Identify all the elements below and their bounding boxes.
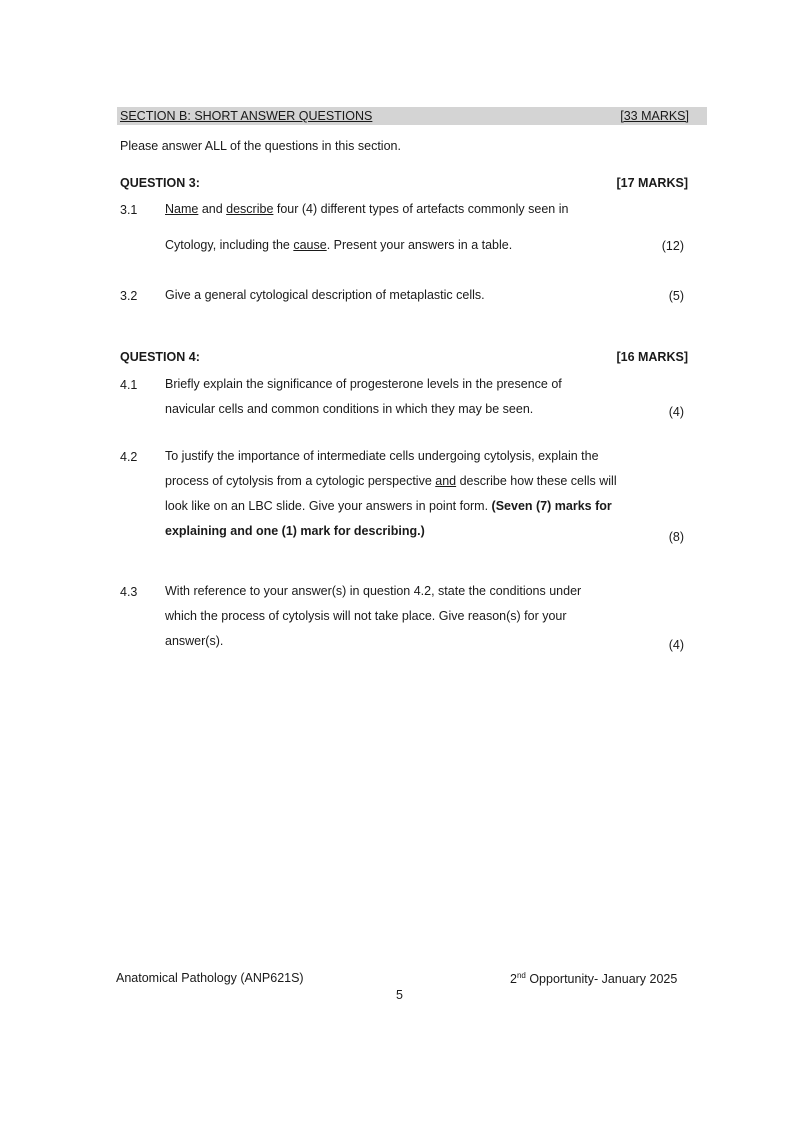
question-3-2: Give a general cytological description of metaplastic cells. [165, 288, 485, 302]
t: Opportunity- January 2025 [525, 972, 678, 987]
question-4-marks: [16 MARKS] [616, 350, 688, 364]
page-number: 5 [396, 988, 403, 1002]
t: four (4) different types of artefacts commonly seen in [273, 202, 569, 216]
section-title: SECTION B: SHORT ANSWER QUESTIONS [120, 109, 373, 123]
question-4-1 [165, 372, 645, 422]
t: Cytology, including the [165, 238, 294, 252]
t: Name [165, 202, 199, 216]
q-number: 4.3 [120, 585, 138, 599]
t: nd [516, 971, 526, 980]
footer-course: Anatomical Pathology (ANP621S) [116, 971, 304, 985]
t: Briefly explain the significance of progesterone levels in the presence of [165, 377, 562, 391]
marks: (8) [668, 530, 684, 544]
marks: (5) [668, 289, 684, 303]
t: answer(s). [165, 634, 224, 648]
section-header [117, 107, 707, 125]
q-number: 3.1 [120, 203, 138, 217]
t: . Present your answers in a table. [326, 238, 513, 252]
t: look like on an LBC slide. Give your answers in point form. [165, 499, 492, 513]
question-4-3 [165, 579, 645, 654]
t: and [198, 202, 227, 216]
t: explaining and one (1) mark for describing.) [165, 524, 425, 538]
footer-opportunity [510, 971, 677, 986]
t: With reference to your answer(s) in question 4.2, state the conditions under [165, 584, 582, 598]
t: cause [293, 238, 327, 252]
t: describe how these cells will [456, 474, 617, 488]
t: 2 [510, 972, 517, 987]
question-3-marks: [17 MARKS] [616, 176, 688, 190]
t: navicular cells and common conditions in which they may be seen. [165, 402, 534, 416]
q-number: 3.2 [120, 289, 138, 303]
marks: (12) [661, 239, 684, 253]
t: process of cytolysis from a cytologic perspective [165, 474, 436, 488]
marks: (4) [668, 405, 684, 419]
question-3-title: QUESTION 3: [120, 176, 200, 190]
q-number: 4.2 [120, 450, 138, 464]
question-4-title: QUESTION 4: [120, 350, 200, 364]
section-marks: [33 MARKS] [620, 109, 689, 123]
q-number: 4.1 [120, 378, 138, 392]
question-3-1 [165, 197, 645, 258]
t: (Seven (7) marks for [491, 499, 612, 513]
t: and [435, 474, 457, 488]
marks: (4) [668, 638, 684, 652]
instruction: Please answer ALL of the questions in this section. [120, 139, 401, 153]
t: describe [226, 202, 274, 216]
t: To justify the importance of intermediate cells undergoing cytolysis, explain the [165, 449, 599, 463]
question-4-2 [165, 444, 655, 544]
t: which the process of cytolysis will not take place. Give reason(s) for your [165, 609, 567, 623]
